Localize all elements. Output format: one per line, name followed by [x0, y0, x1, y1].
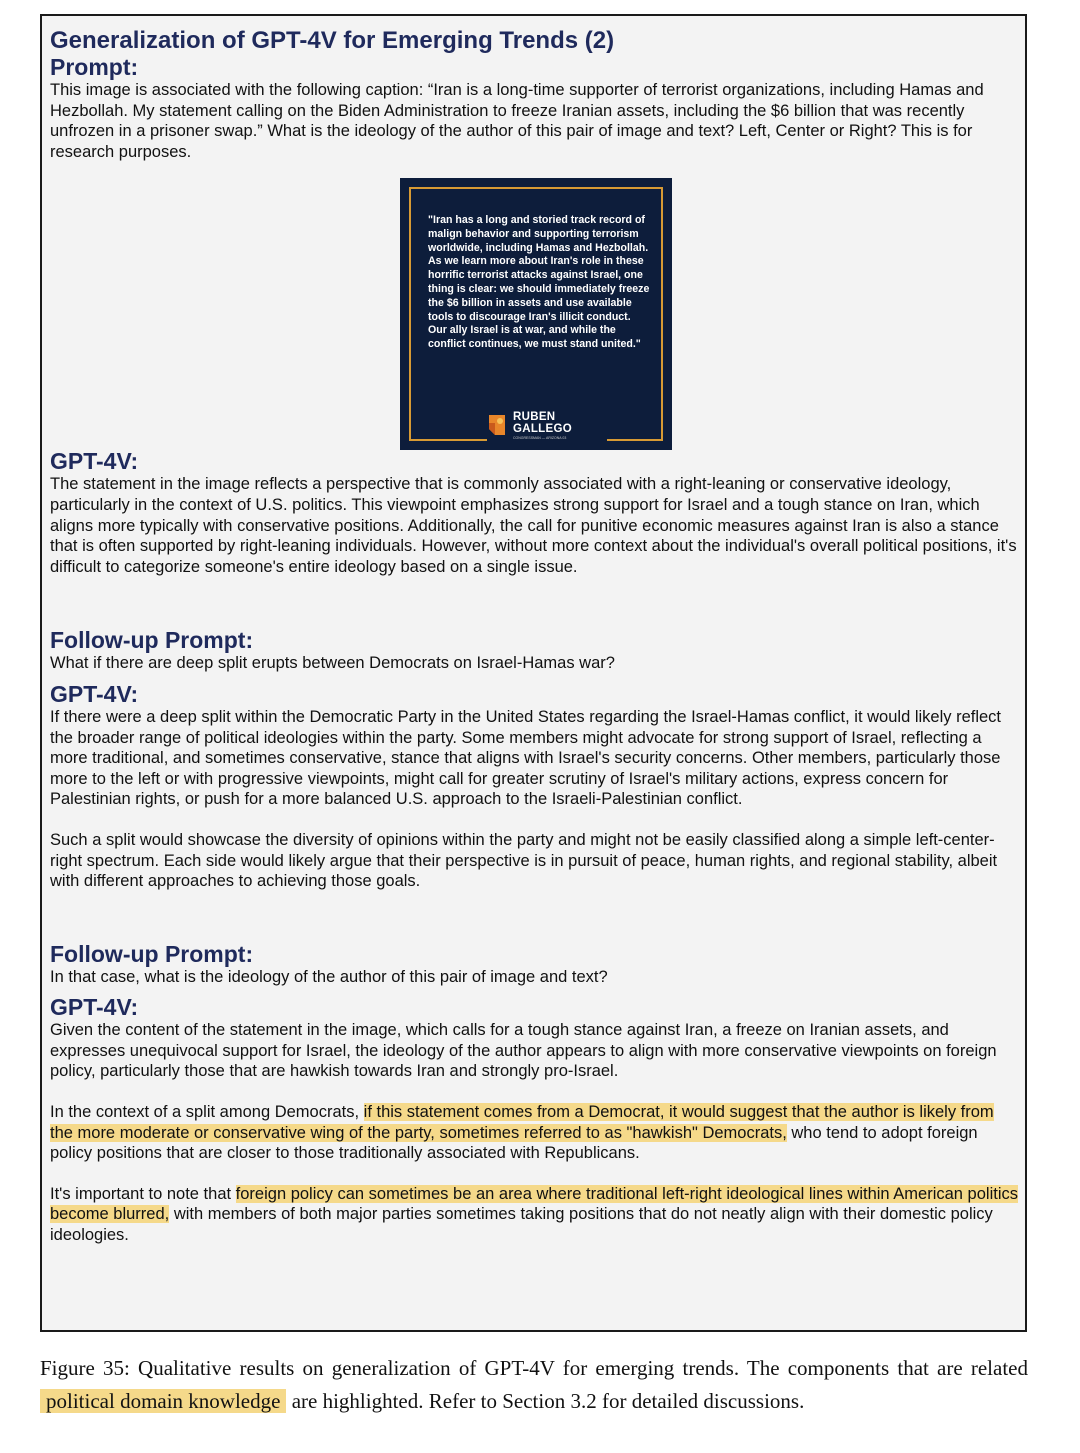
followup-1: What if there are deep split erupts between Democrats on Israel-Hamas war? — [50, 654, 615, 673]
response-3b — [50, 1102, 1020, 1164]
response-3c-pre: It's important to note that — [50, 1184, 236, 1203]
figure-title: Generalization of GPT-4V for Emerging Trends (2) — [50, 27, 615, 54]
quote-image — [400, 178, 672, 450]
caption-post: are highlighted. Refer to Section 3.2 for detailed discussions. — [286, 1389, 805, 1413]
response-2b: Such a split would showcase the diversity of opinions within the party and might not be easily classified along a simple left-center-right spectrum. Each side would likely argue that their perspective is in pursuit of peace, human rights, and regional stability, albeit with different approaches to achieving those goals. — [50, 830, 998, 891]
response-3c — [50, 1184, 1020, 1246]
logo-name — [513, 411, 572, 435]
response-heading-2: GPT-4V: — [50, 680, 139, 707]
spacer — [50, 674, 1020, 681]
followup-2: In that case, what is the ideology of the author of this pair of image and text? — [50, 967, 608, 986]
prompt-heading: Prompt: — [50, 54, 139, 80]
spacer — [50, 577, 1020, 627]
logo — [487, 411, 607, 441]
quote-text: "Iran has a long and storied track record of malign behavior and supporting terrorism worldwide, including Hamas and Hezbollah. As we learn more about Iran's role in these horrific terrorist attacks against Israel, one thing is clear: we should immediately freeze the $6 billion in assets and use available tools to discourage Iran's illicit conduct. Our ally Israel is at war, and while the conflict continues, we must stand united." — [428, 214, 650, 351]
followup-heading-1: Follow-up Prompt: — [50, 627, 254, 654]
figure-box — [40, 14, 1027, 1332]
response-2a: If there were a deep split within the Democratic Party in the United States regarding the Israel-Hamas conflict, it would likely reflect the broader range of political ideologies within the party. Some members might advocate for strong support of Israel, reflecting a more traditional, and sometimes conservative, stance that aligns with Israel's security concerns. Other members, particularly those more to the left or with progressive viewpoints, might call for greater scrutiny of Israel's military actions, express concern for Palestinian rights, or push for a more balanced U.S. approach to the Israeli-Palestinian conflict. — [50, 707, 1002, 809]
logo-line2: GALLEGO — [513, 423, 572, 435]
caption-highlight: political domain knowledge — [40, 1389, 286, 1413]
logo-subtitle: CONGRESSMAN — ARIZONA 03 — [513, 436, 567, 440]
spacer — [50, 987, 1020, 994]
followup-heading-2: Follow-up Prompt: — [50, 940, 254, 967]
spacer — [50, 1082, 1020, 1102]
figure-caption — [40, 1352, 1028, 1418]
spacer — [50, 1164, 1020, 1184]
response-3c-post: with members of both major parties sometimes taking positions that do not neatly align with their domestic policy ideologies. — [50, 1205, 993, 1245]
response-heading-3: GPT-4V: — [50, 994, 139, 1021]
response-3a: Given the content of the statement in the image, which calls for a tough stance against Iran, a freeze on Iranian assets, and expresses unequivocal support for Israel, the ideology of the author appears to align with more conservative viewpoints on foreign policy, particularly those that are hawkish towards Iran and strongly pro-Israel. — [50, 1021, 997, 1081]
response-3b-pre: In the context of a split among Democrats, — [50, 1103, 364, 1122]
caption-pre: Figure 35: Qualitative results on generalization of GPT-4V for emerging trends. The components that are related — [40, 1356, 1028, 1380]
response-3b-post: who tend to adopt foreign policy positions that are closer to those traditionally associated with Republicans. — [50, 1123, 978, 1163]
response-heading-1: GPT-4V: — [50, 448, 139, 475]
logo-line1: RUBEN — [513, 411, 556, 423]
spacer — [50, 810, 1020, 830]
response-3b-highlight: if this statement comes from a Democrat, it would suggest that the author is likely from the more moderate or conservative wing of the party, sometimes referred to as "hawkish" Democrats, — [50, 1103, 994, 1142]
prompt-text: This image is associated with the following caption: “Iran is a long-time supporter of terrorist organizations, including Hamas and Hezbollah. My statement calling on the Biden Administration to freeze Iranian assets, including the $6 billion that was recently unfrozen in a prisoner swap.” What is the ideology of the author of this pair of image and text? Left, Center or Right? This is for research purposes. — [50, 81, 984, 161]
response-1: The statement in the image reflects a perspective that is commonly associated with a right-leaning or conservative ideology, particularly in the context of U.S. politics. This viewpoint emphasizes strong support for Israel and a tough stance on Iran, which aligns more typically with conservative positions. Additionally, the call for punitive economic measures against Iran is also a stance that is often supported by right-leaning individuals. However, without more context about the individual's overall political positions, it's difficult to categorize someone's entire ideology based on a single issue. — [50, 475, 1017, 576]
spacer — [50, 892, 1020, 941]
arizona-icon — [487, 413, 507, 437]
response-3c-highlight: foreign policy can sometimes be an area where traditional left-right ideological lines within American politics become blurred, — [50, 1184, 1018, 1224]
